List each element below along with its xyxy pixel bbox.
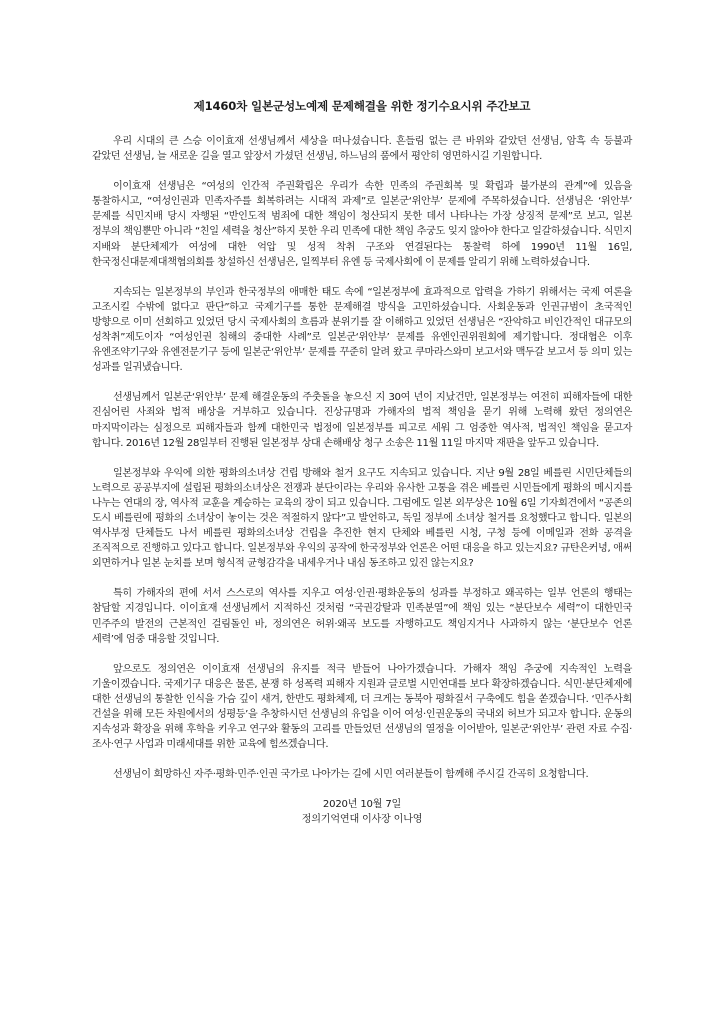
paragraph-media-criticism: 특히 가해자의 편에 서서 스스로의 역사를 지우고 여성·인권·평화운동의 성과를 부정하고 왜곡하는 일부 언론의 행태는 참담할 지경입니다. 이이효재 선생님께서 지적하신 것처럼 “국권강탈과 민족분열”에 책임 있는 “분단보수 세력”이 대한민국 민주주의 발전의 근본적인 걸림돌인 바, 정의연은 허위·왜곡 보도를 자행하고도 책임지거나 사과하지 않는 ‘분단보수 언론 세력’에 엄중 대응할 것입니다.	[92, 588, 632, 645]
signature-block	[92, 797, 632, 827]
paragraph-tribute: 우리 시대의 큰 스승 이이효재 선생님께서 세상을 떠나셨습니다. 흔들림 없는 큰 바위와 같았던 선생님, 암흑 속 등불과 같았던 선생님, 늘 새로운 길을 열고 앞장서 가셨던 선생님, 하느님의 품에서 평안히 영면하시길 기원합니다.	[92, 136, 632, 163]
document-date: 2020년 10월 7일	[322, 799, 402, 811]
signatory: 정의기억연대 이사장 이나영	[301, 814, 423, 826]
document-title: 제1460차 일본군성노예제 문제해결을 위한 정기수요시위 주간보고	[193, 99, 531, 113]
paragraph-future-commitment: 앞으로도 정의연은 이이효재 선생님의 유지를 적극 받들어 나아가겠습니다. 가해자 책임 추궁에 지속적인 노력을 기울이겠습니다. 국제기구 대응은 물론, 분쟁 하 성폭력 피해자 지원과 글로벌 시민연대를 보다 확장하겠습니다. 식민·분단체제에 대한 선생님의 통찰한 인식을 가슴 깊이 새겨, 한반도 평화체제, 더 크게는 동북아 평화질서 구축에도 힘을 쏟겠습니다. ‘민주사회 건설을 위해 모든 차원에서의 성평등’을 추창하시던 선생님의 유업을 이어 여성·인권운동의 국내외 허브가 되고자 합니다. 운동의 지속성과 확장을 위해 후학을 키우고 연구와 활동의 고리를 만들었던 선생님의 열정을 이어받아, 일본군‘위안부’ 관련 자료 수집·조사·연구 사업과 미래세대를 위한 교육에 힘쓰겠습니다.	[92, 663, 632, 751]
paragraph-legacy: 이이효재 선생님은 “여성의 인간적 주권확립은 우리가 속한 민족의 주권회복 및 확립과 불가분의 관계”에 있음을 통찰하시고, “여성인권과 민족자주를 회복하려는 시대적 과제”로 일본군‘위안부’ 문제에 주목하셨습니다. 선생님은 ‘위안부’ 문제를 식민지배 당시 자행된 “반인도적 범죄에 대한 책임이 청산되지 못한 데서 나타나는 가장 상징적 문제”로 보고, 일본 정부의 책임뿐만 아니라 “친일 세력을 청산”하지 못한 우리 민족에 대한 책임 추궁도 잊지 않아야 한다고 일갈하셨습니다. 식민지 지배와 분단체제가 여성에 대한 억압 및 성적 착취 구조와 연결된다는 통찰력 하에 1990년 11월 16일, 한국정신대문제대책협의회를 창설하신 선생님은, 일찍부터 유엔 등 국제사회에 이 문제를 알리기 위해 노력하셨습니다.	[92, 181, 632, 268]
paragraph-closing-request: 선생님이 희망하신 자주·평화·민주·인권 국가로 나아가는 길에 시민 여러분들이 함께해 주시길 간곡히 요청합니다.	[113, 769, 589, 781]
paragraph-lawsuit: 선생님께서 일본군‘위안부’ 문제 해결운동의 주춧돌을 놓으신 지 30여 년이 지났건만, 일본정부는 여전히 피해자들에 대한 진심어린 사죄와 법적 배상을 거부하고 있습니다. 진상규명과 가해자의 법적 책임을 묻기 위해 노력해 왔던 정의연은 마지막이라는 심정으로 피해자들과 함께 대한민국 법정에 일본정부를 피고로 세워 그 엄중한 역사적, 법적인 책임을 묻고자 합니다. 2016년 12월 28일부터 진행된 일본정부 상대 손해배상 청구 소송은 11월 11일 마지막 재판을 앞두고 있습니다.	[92, 392, 632, 449]
paragraph-international-advocacy: 지속되는 일본정부의 부인과 한국정부의 애매한 태도 속에 “일본정부에 효과적으로 압력을 가하기 위해서는 국제 여론을 고조시킬 수밖에 없다고 판단”하고 국제기구를 통한 문제해결 방식을 고민하셨습니다. 사회운동과 인권규범이 초국적인 방향으로 이미 선회하고 있었던 당시 국제사회의 흐름과 분위기를 잘 이해하고 있었던 선생님은 “잔악하고 비인간적인 대규모의 성착취”제도이자 “여성인권 침해의 중대한 사례”로 일본군‘위안부’ 문제를 유엔인권위원회에 제기합니다. 정대협은 이후 유엔조약기구와 유엔전문기구 등에 일본군‘위안부’ 문제를 꾸준히 알려 왔고 쿠마라스와미 보고서와 맥두갈 보고서 등 의미 있는 성과를 일궈냈습니다.	[92, 286, 632, 374]
paragraph-berlin-statue: 일본정부와 우익에 의한 평화의소녀상 건립 방해와 철거 요구도 지속되고 있습니다. 지난 9월 28일 베를린 시민단체들의 노력으로 공공부지에 설립된 평화의소녀상은 전쟁과 분단이라는 우리와 유사한 고통을 겪은 베를린 시민들에게 평화의 메시지를 나누는 연대의 장, 역사적 교훈을 계승하는 교육의 장이 되고 있습니다. 그럼에도 일본 외무상은 10월 6일 기자회견에서 “공존의 도시 베를린에 평화의 소녀상이 놓이는 것은 적절하지 않다”고 발언하고, 독일 정부에 소녀상 철거를 요청했다고 합니다. 일본의 역사부정 단체들도 나서 베를린 평화의소녀상 건립을 추진한 현지 단체와 베를린 시청, 구청 등에 이메일과 전화 공격을 조직적으로 진행하고 있다고 합니다. 일본정부와 우익의 공작에 한국정부와 언론은 어떤 대응을 하고 있는지요? 규탄은커녕, 애써 외면하거나 일본 눈치를 보며 형식적 균형감각을 내세우거나 내심 동조하고 있진 않는지요?	[92, 467, 632, 570]
